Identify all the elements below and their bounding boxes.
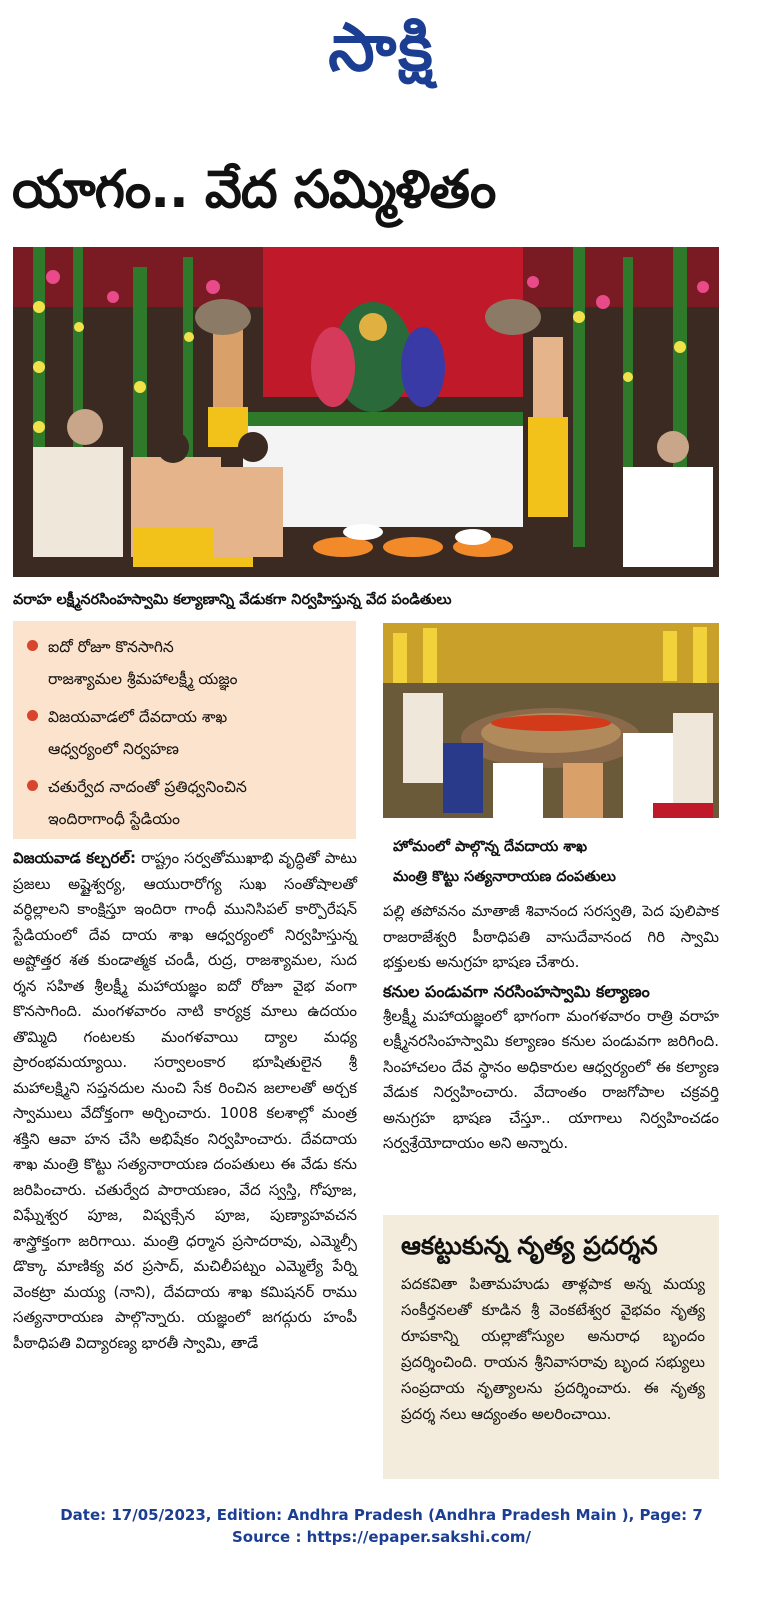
highlight-item — [25, 701, 346, 765]
masthead — [0, 4, 763, 92]
highlight-item — [25, 771, 346, 835]
sidebar-body: పదకవితా పితామహుడు తాళ్లపాక అన్న మయ్య సంకీర్తనలతో కూడిన శ్రీ వెంకటేశ్వర వైభవం నృత్య రూపకాన్ని యల్లాజోస్యుల అనురాధ బృందం ప్రదర్శించింది. రాయన శ్రీనివాసరావు బృంద సభ్యులు సంప్రదాయ నృత్యాలను ప్రదర్శించారు. ఈ నృత్య ప్రదర్శ నలు ఆద్యంతం అలరించాయి. — [401, 1275, 705, 1423]
highlight-item — [25, 631, 346, 695]
article-body-continued: పల్లి తపోవనం మాతాజీ శివానంద సరస్వతి, పెద పులిపాక రాజరాజేశ్వరి పీఠాధిపతి వాసుదేవానంద గిరి స్వామి భక్తులకు అనుగ్రహ భాషణ చేశారు. — [383, 902, 719, 971]
ritual-stage-illustration — [13, 247, 719, 577]
sakshi-logo: సాక్షి — [328, 9, 435, 86]
article-left-column — [13, 846, 357, 1356]
footer-date-edition: Date: 17/05/2023, Edition: Andhra Pradesh (Andhra Pradesh Main ), Page: 7 — [60, 1506, 703, 1524]
dateline: విజయవాడ కల్చరల్: — [13, 849, 137, 867]
highlights-box — [13, 621, 356, 839]
highlight-text: ఐదో రోజూ కొనసాగిన రాజశ్యామల శ్రీమహాలక్ష్మీ యజ్ఞం — [48, 638, 238, 688]
bullet-icon — [27, 640, 38, 651]
homam-photo — [383, 623, 719, 818]
article-right-column — [383, 899, 719, 1157]
footer-source: Source : https://epaper.sakshi.com/ — [231, 1528, 531, 1546]
article-body: రాష్ట్రం సర్వతోముఖాభి వృద్ధితో పాటు ప్రజలు అష్టైశ్వర్య, ఆయురారోగ్య సుఖ సంతోషాలతో వర్ధిల్లాలని కాంక్షిస్తూ ఇందిరా గాంధీ మునిసిపల్ కార్పొరేషన్ స్టేడియంలో దేవ దాయ శాఖ ఆధ్వర్యంలో నిర్వహిస్తున్న అష్టోత్తర శత కుండాత్మక చండీ, రుద్ర, రాజశ్యామల, సుద ర్శన సహిత శ్రీలక్ష్మీ మహాయజ్ఞం ఐదో రోజూ వైభ వంగా కొనసాగింది. మంగళవారం నాటి కార్యక్ర మాలు ఉదయం తొమ్మిది గంటలకు మంగళవాయి ద్యాల మధ్య ప్రారంభమయ్యాయి. సర్వాలంకార భూషితులైన శ్రీ మహాలక్ష్మిని సప్తనదుల నుంచి సేక రించిన జలాలతో అర్చక స్వాములు వేదోక్తంగా అర్చించారు. 1008 కలశాల్లో మంత్ర శక్తిని ఆవా హన చేసి అభిషేకం నిర్వహించారు. దేవదాయ శాఖ మంత్రి కొట్టు సత్యనారాయణ దంపతులు ఈ వేడు కను జరిపించారు. చతుర్వేద పారాయణం, వేద స్వస్తి, గోపూజ, విఘ్నేశ్వర పూజ, విష్వక్సేన పూజ, పుణ్యాహవచన శాస్త్రోక్తంగా జరిగాయి. మంత్రి ధర్మాన ప్రసాదరావు, ఎమ్మెల్సీ డొక్కా మాణిక్య వర ప్రసాద్, మచిలీపట్నం ఎమ్మెల్యే పేర్ని వెంకట్రా మయ్య (నాని), దేవదాయ శాఖ కమిషనర్ రాము సత్యనారాయణ పాల్గొన్నారు. యజ్ఞంలో జగద్గురు హంపీ పీఠాధిపతి విద్యారణ్య భారతీ స్వామి, తాడే — [13, 849, 357, 1352]
homam-caption-line2: మంత్రి కొట్టు సత్యనారాయణ దంపతులు — [393, 869, 616, 885]
main-photo-caption: వరాహ లక్ష్మీనరసింహస్వామి కల్యాణాన్ని వేడుకగా నిర్వహిస్తున్న వేద పండితులు — [13, 592, 452, 608]
main-photo — [13, 247, 719, 577]
bullet-icon — [27, 780, 38, 791]
highlight-text: విజయవాడలో దేవదాయ శాఖ ఆధ్వర్యంలో నిర్వహణ — [48, 708, 228, 758]
homam-illustration — [383, 623, 719, 818]
article-body-2: శ్రీలక్ష్మీ మహాయజ్ఞంలో భాగంగా మంగళవారం రాత్రి వరాహ లక్ష్మీనరసింహస్వామి కల్యాణం కనుల పండువగా జరిగింది. సింహాచలం దేవ స్థానం అధికారుల ఆధ్వర్యంలో ఈ కల్యాణ వేడుక నిర్వహించారు. వేదాంతం రాజగోపాల చక్రవర్తి అనుగ్రహ భాషణ చేస్తూ.. యాగాలు నిర్వహించడం సర్వశ్రేయోదాయం అని అన్నారు. — [383, 1006, 719, 1152]
homam-caption-line1: హోమంలో పాల్గొన్న దేవదాయ శాఖ — [393, 839, 588, 855]
sidebar-title: ఆకట్టుకున్న నృత్య ప్రదర్శన — [401, 1231, 658, 1260]
highlight-text: చతుర్వేద నాదంతో ప్రతిధ్వనించిన ఇందిరాగాంధీ స్టేడియం — [48, 778, 247, 828]
headline: యాగం.. వేద సమ్మిళితం — [12, 160, 496, 220]
dance-sidebar-box — [383, 1215, 719, 1479]
article-subhead: కనుల పండువగా నరసింహస్వామి కల్యాణం — [383, 981, 650, 1001]
bullet-icon — [27, 710, 38, 721]
